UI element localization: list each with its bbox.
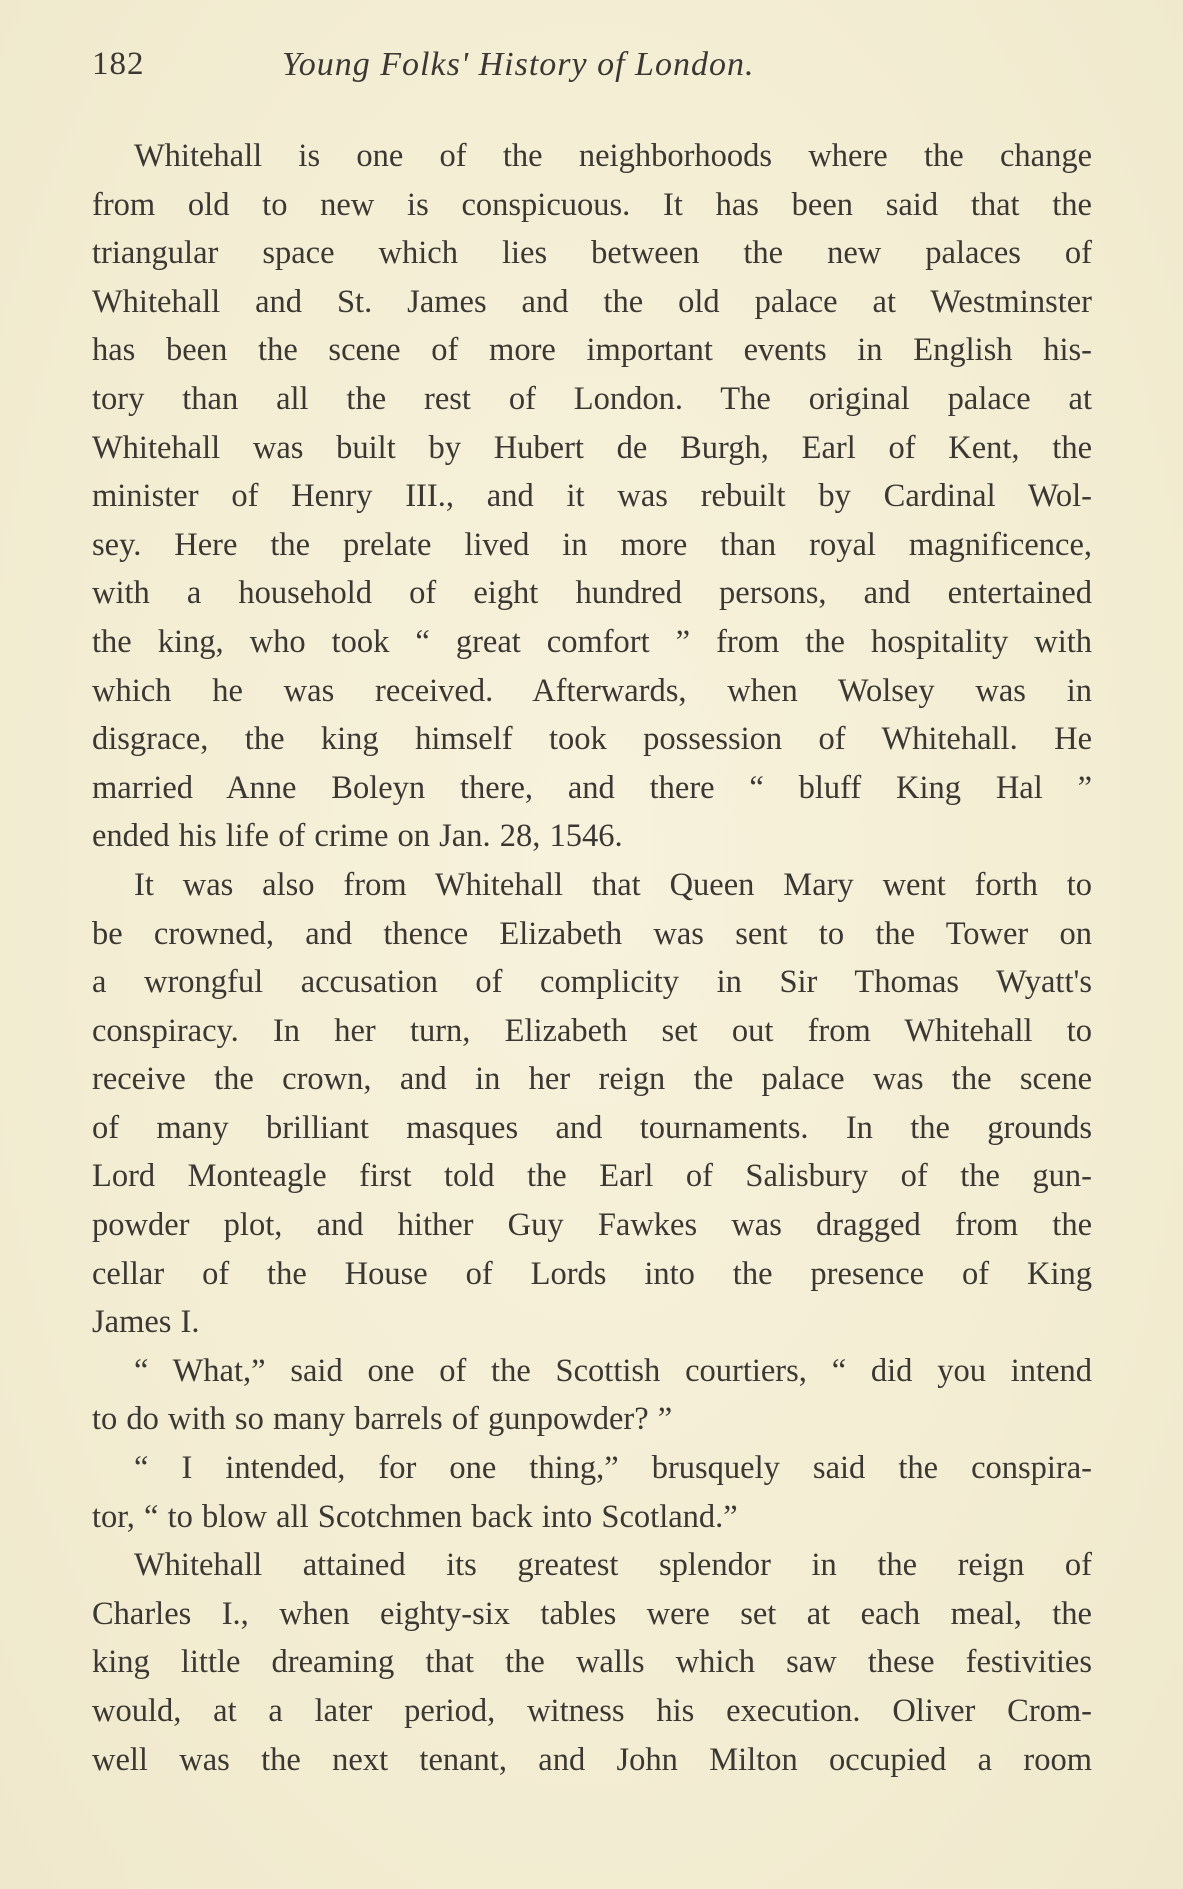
text-line: of many brilliant masques and tournaments. In the grounds <box>92 1109 1092 1146</box>
body-text <box>92 132 1092 1784</box>
text-line: king little dreaming that the walls which saw these festivities <box>92 1644 1092 1681</box>
text-line: triangular space which lies between the new palaces of <box>92 235 1092 272</box>
page-number: 182 <box>92 46 145 82</box>
text-line: cellar of the House of Lords into the presence of King <box>92 1255 1092 1292</box>
text-line: to do with so many barrels of gunpowder? ” <box>92 1401 673 1438</box>
text-line: disgrace, the king himself took possession of Whitehall. He <box>92 721 1092 758</box>
text-line: Whitehall is one of the neighborhoods where the change <box>134 138 1092 174</box>
text-line: married Anne Boleyn there, and there “ bluff King Hal ” <box>92 769 1092 806</box>
text-line: conspiracy. In her turn, Elizabeth set out from Whitehall to <box>92 1012 1092 1049</box>
text-line: ended his life of crime on Jan. 28, 1546. <box>92 818 623 855</box>
text-line: “ I intended, for one thing,” brusquely said the conspira- <box>134 1450 1092 1487</box>
text-line: the king, who took “ great comfort ” from the hospitality with <box>92 623 1092 660</box>
text-line: minister of Henry III., and it was rebuilt by Cardinal Wol- <box>92 478 1092 515</box>
text-line: well was the next tenant, and John Milton occupied a room <box>92 1741 1092 1778</box>
text-line: would, at a later period, witness his execution. Oliver Crom- <box>92 1693 1092 1729</box>
text-line: which he was received. Afterwards, when Wolsey was in <box>92 672 1092 709</box>
text-line: be crowned, and thence Elizabeth was sent to the Tower on <box>92 915 1092 952</box>
text-line: Whitehall and St. James and the old palace at Westminster <box>92 283 1092 320</box>
text-line: Whitehall was built by Hubert de Burgh, Earl of Kent, the <box>92 429 1092 466</box>
running-title: Young Folks' History of London. <box>282 46 755 83</box>
text-line: from old to new is conspicuous. It has been said that the <box>92 186 1092 223</box>
text-line: receive the crown, and in her reign the palace was the scene <box>92 1061 1092 1098</box>
text-line: with a household of eight hundred persons, and entertained <box>92 575 1092 612</box>
text-line: tor, “ to blow all Scotchmen back into Scotland.” <box>92 1498 738 1535</box>
text-line: sey. Here the prelate lived in more than royal magnificence, <box>92 526 1092 563</box>
running-head <box>92 46 1092 96</box>
text-line: has been the scene of more important events in English his- <box>92 332 1092 369</box>
text-line: powder plot, and hither Guy Fawkes was dragged from the <box>92 1207 1092 1244</box>
text-line: Charles I., when eighty-six tables were set at each meal, the <box>92 1595 1092 1632</box>
text-line: “ What,” said one of the Scottish courtiers, “ did you intend <box>134 1352 1092 1389</box>
text-line: tory than all the rest of London. The original palace at <box>92 380 1092 417</box>
text-line: Whitehall attained its greatest splendor in the reign of <box>134 1547 1092 1584</box>
text-line: a wrongful accusation of complicity in Sir Thomas Wyatt's <box>92 964 1092 1001</box>
text-line: It was also from Whitehall that Queen Mary went forth to <box>134 866 1092 903</box>
text-line: James I. <box>92 1304 200 1341</box>
text-line: Lord Monteagle first told the Earl of Salisbury of the gun- <box>92 1158 1092 1195</box>
